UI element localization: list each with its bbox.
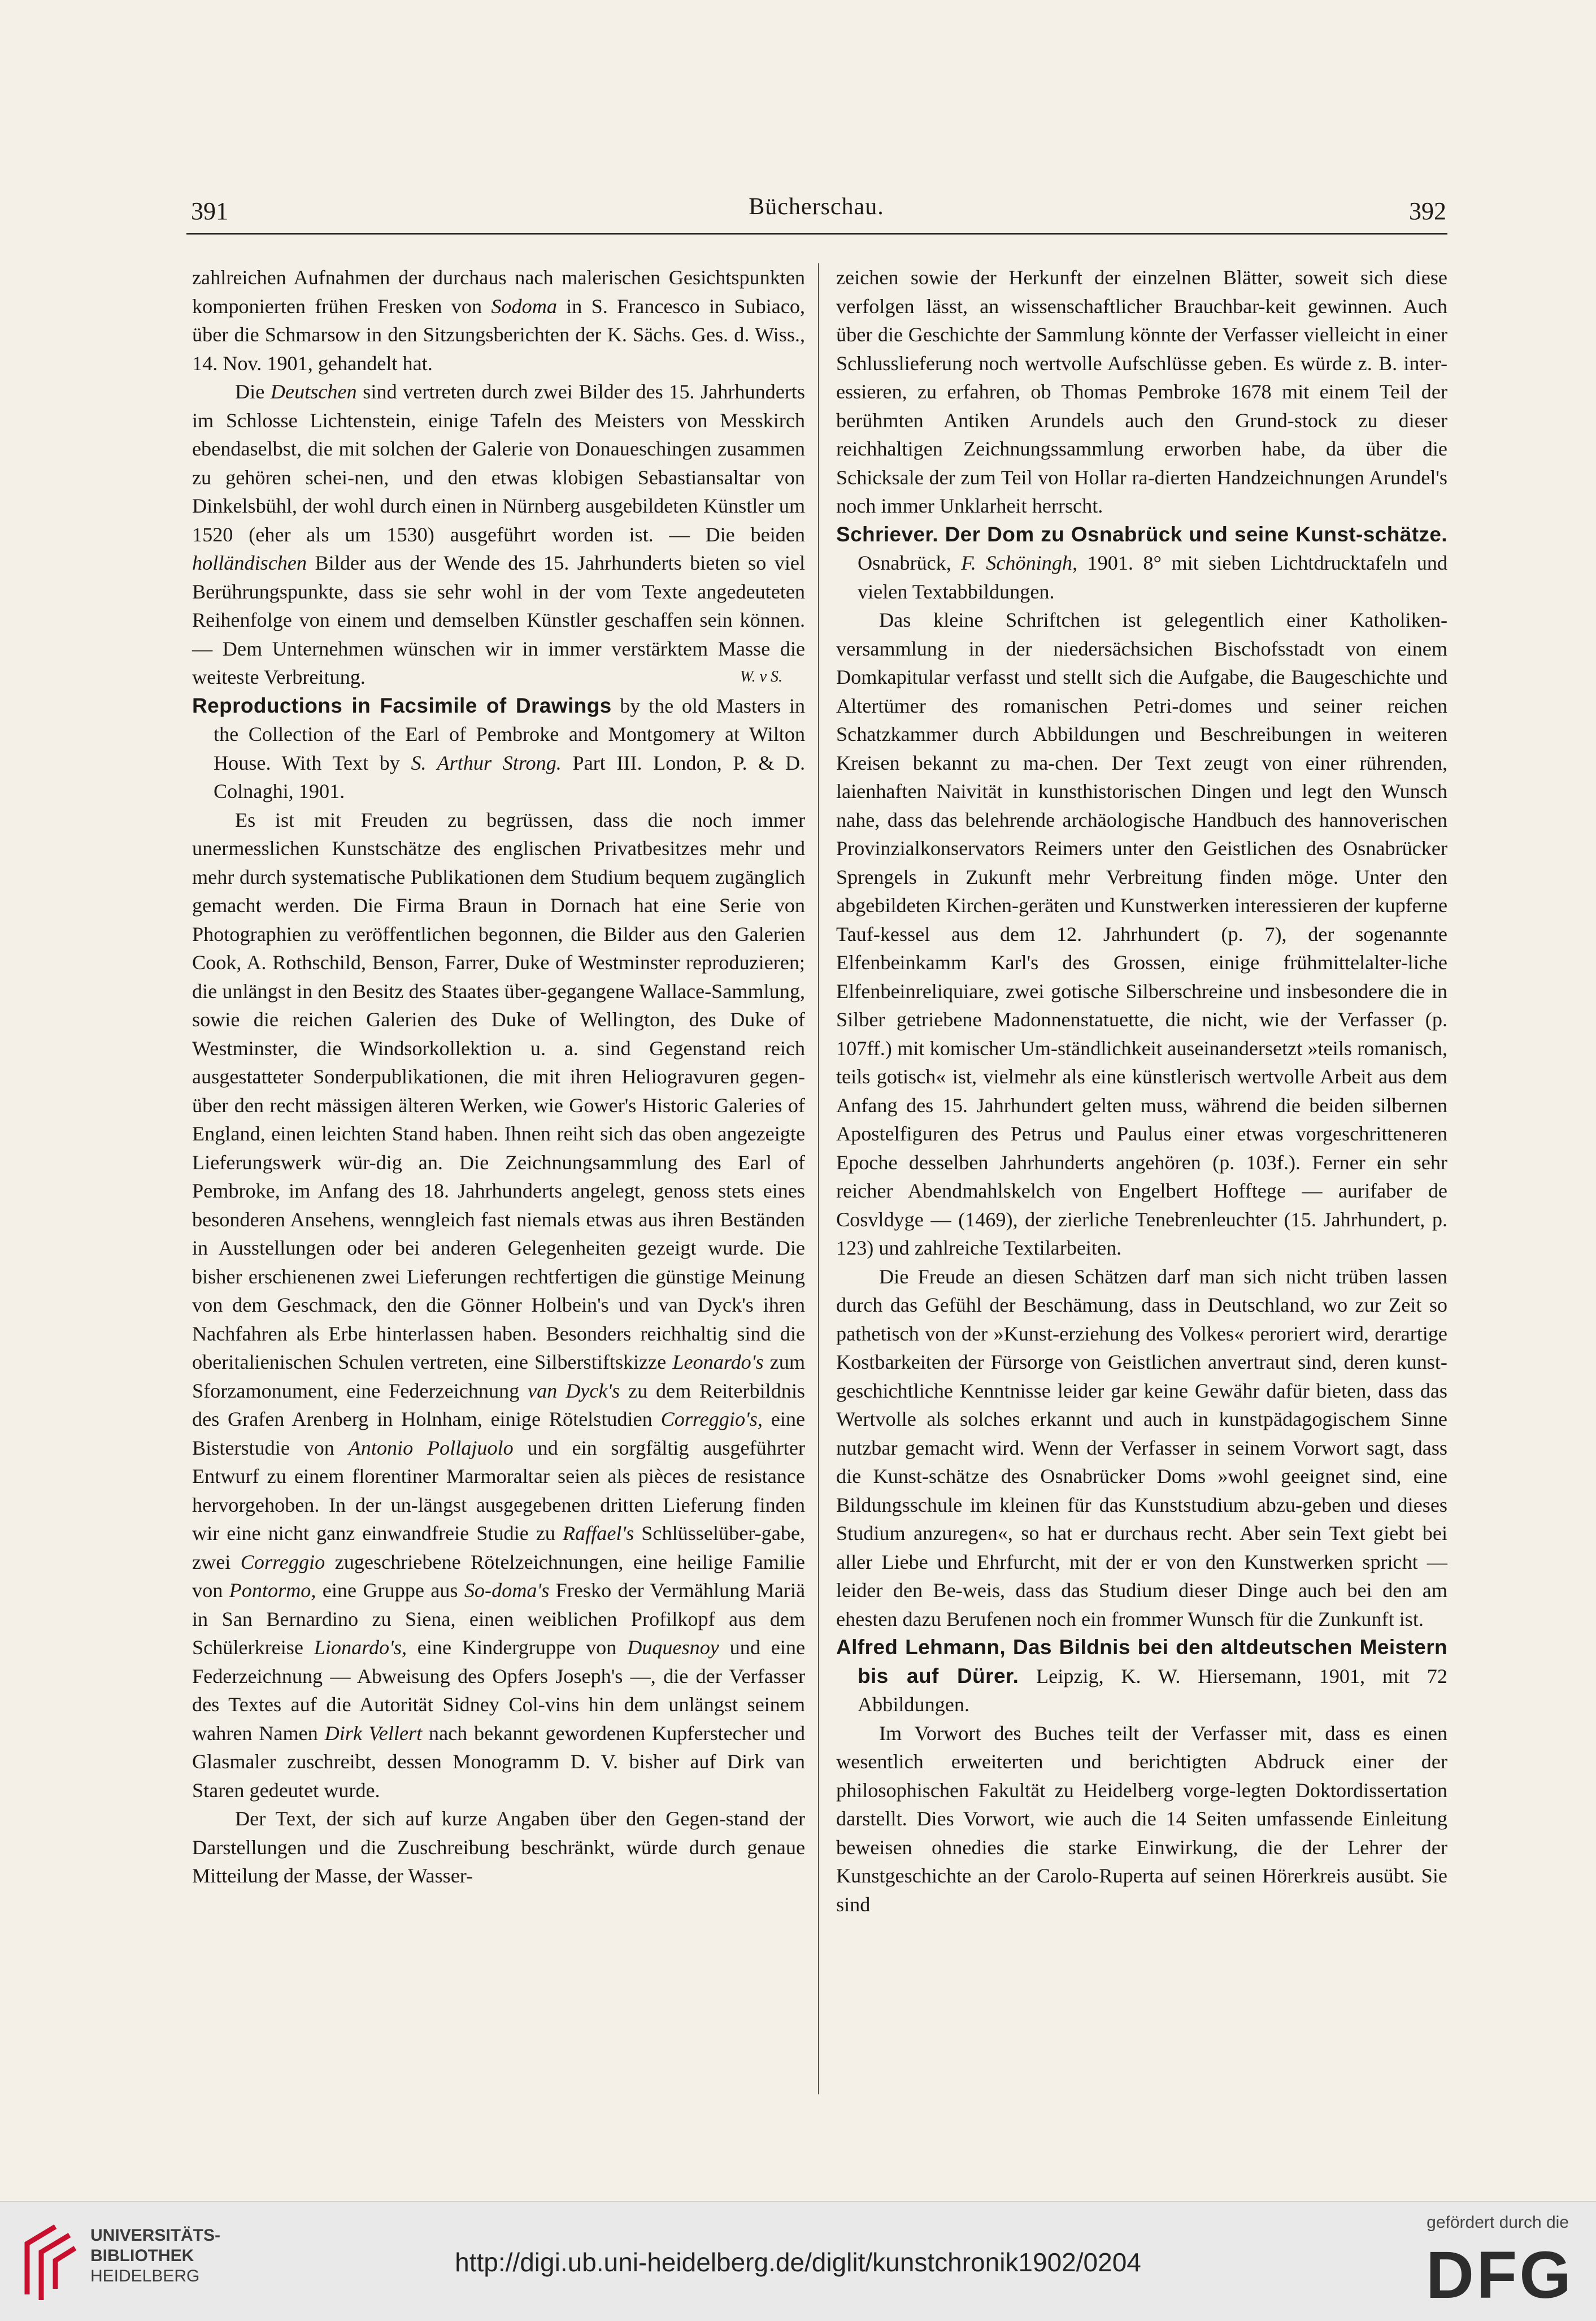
- header-rule: [186, 233, 1447, 235]
- dfg-logo: DFG: [1425, 2238, 1573, 2313]
- column-divider: [818, 263, 819, 2094]
- viewer-footer: [0, 2201, 1596, 2321]
- page-header: [186, 191, 1446, 231]
- funding-label: gefördert durch die: [1427, 2213, 1569, 2232]
- author-signature: W. v S.: [740, 668, 782, 686]
- paragraph: Die Freude an diesen Schätzen darf man sich nicht trüben lassen durch das Gefühl der Beschämung, dass in Deutschland, wo zur Zeit so pathetisch von der »Kunst-erziehung des Volkes« peroriert wird, derartige Kostbarkeiten der Fürsorge von Geistlichen anvertraut sind, deren kunst-geschichtliche Kenntnisse leider gar keine Gewähr dafür bieten, dass das Wertvolle als solches erkannt und auch in kunstpädagogischem Sinne nutzbar gemacht wird. Wenn der Verfasser in seinem Vorwort sagt, dass die Kunst-schätze des Osnabrücker Doms »wohl geeignet sind, eine Bildungsschule im kleinen für das Kunststudium abzu-geben und dieses Studium anzuregen«, so hat er durchaus recht. Aber sein Text giebt bei aller Liebe und Ehrfurcht, mit der er von den Kunstwerken spricht — leider den Be-weis, dass das Studium dieser Dinge auch bei den am ehesten dazu Berufenen noch ein frommer Wunsch für die Zunkunft ist.: [836, 1265, 1447, 1630]
- paragraph: Es ist mit Freuden zu begrüssen, dass die noch immer unermesslichen Kunstschätze des englischen Privatbesitzes mehr und mehr durch systematische Publikationen dem Studium bequem zugänglich gemacht werden. Die Firma Braun in Dornach hat eine Serie von Photographien zu veröffentlichen begonnen, die Bilder aus den Galerien Cook, A. Rothschild, Benson, Farrer, Duke of Westminster reproduzieren; die unlängst in den Besitz des Staates über-gegangene Wallace-Sammlung, sowie die reichen Galerien des Duke of Wellington, des Duke of Westminster, die Windsorkollektion u. a. sind Gegenstand reich ausgestatteter Sonderpublikationen, die mit ihren Heliogravuren gegen-über den recht mässigen älteren Werken, wie Gower's Historic Galeries of England, einen leichten Stand haben. Ihnen reiht sich das oben angezeigte Lieferungswerk wür-dig an. Die Zeichnungsammlung des Earl of Pembroke, im Anfang des 18. Jahrhunderts angelegt, genoss stets eines besonderen Ansehens, wenngleich fast niemals etwas aus ihren Beständen in Ausstellungen oder bei anderen Gelegenheiten gezeigt wurde. Die bisher erschienenen zwei Lieferungen rechtfertigen die günstige Meinung von dem Geschmack, den die Gönner Holbein's und van Dyck's ihren Nachfahren als Erbe hinterlassen haben. Besonders reichhaltig sind die oberitalienischen Schulen vertreten, eine Silberstiftskizze Leonardo's zum Sforzamonument, eine Federzeichnung van Dyck's zu dem Reiterbildnis des Grafen Arenberg in Holnham, einige Rötelstudien Correggio's, eine Bisterstudie von Antonio Pollajuolo und ein sorgfältig ausgeführter Entwurf zu einem florentiner Marmoraltar seien als pièces de resistance hervorgehoben. In der un-längst ausgegebenen dritten Lieferung finden wir eine nicht ganz einwandfreie Studie zu Raffael's Schlüsselüber-gabe, zwei Correggio zugeschriebene Rötelzeichnungen, eine heilige Familie von Pontormo, eine Gruppe aus So-doma's Fresko der Vermählung Mariä in San Bernardino zu Siena, einen weiblichen Profilkopf aus dem Schülerkreise Lionardo's, eine Kindergruppe von Duquesnoy und eine Federzeichnung — Abweisung des Opfers Joseph's —, die der Verfasser des Textes auf die Autorität Sidney Col-vins hin dem unlängst seinem wahren Namen Dirk Vellert nach bekannt gewordenen Kupferstecher und Glasmaler zuschreibt, dessen Monogramm D. V. bisher auf Dirk van Staren gedeutet wurde.: [192, 808, 806, 1802]
- running-title: Bücherschau.: [749, 194, 884, 220]
- review-entry-heading: Alfred Lehmann, Das Bildnis bei den altdeutschen Meistern bis auf Dürer. Leipzig, K. W. Hiersemann, 1901, mit 72 Abbildungen.: [836, 1635, 1447, 1716]
- review-entry-heading: Schriever. Der Dom zu Osnabrück und seine Kunst-schätze. Osnabrück, F. Schöningh, 1901. 8° mit sieben Lichtdrucktafeln und vielen Textabbildungen.: [836, 522, 1447, 603]
- right-column: [836, 263, 1447, 1919]
- review-entry-heading: Reproductions in Facsimile of Drawings by the old Masters in the Collection of the Earl of Pembroke and Montgomery at Wilton House. With Text by S. Arthur Strong. Part III. London, P. & D. Colnaghi, 1901.: [192, 693, 805, 802]
- paragraph: zeichen sowie der Herkunft der einzelnen Blätter, soweit sich diese verfolgen lässt, an wissenschaftlicher Brauchbar-keit gewinnen. Auch über die Geschichte der Sammlung könnte der Verfasser vielleicht in einer Schlusslieferung noch wertvolle Aufschlüsse geben. Es würde z. B. inter-essieren, zu erfahren, ob Thomas Pembroke 1678 mit einem Teil der berühmten Antiken Arundels auch den Grund-stock zu dieser reichhaltigen Zeichnungssammlung erworben habe, da über die Schicksale der zum Teil von Hollar ra-dierten Handzeichnungen Arundel's noch immer Unklarheit herrscht.: [836, 266, 1447, 517]
- library-name: UNIVERSITÄTS- BIBLIOTHEK HEIDELBERG: [90, 2226, 221, 2285]
- paragraph: Die Deutschen sind vertreten durch zwei Bilder des 15. Jahrhunderts im Schlosse Lichtenstein, einige Tafeln des Meisters von Messkirch ebendaselbst, die mit solchen der Galerie von Donaueschingen zusammen zu gehören schei-nen, und den etwas klobigen Sebastiansaltar von Dinkelsbühl, der wohl durch einen in Nürnberg ausgebildeten Künstler um 1520 (eher als um 1530) ausgeführt worden ist. — Die beiden holländischen Bilder aus der Wende des 15. Jahrhunderts bieten so viel Berührungspunkte, dass sie sehr wohl in der vom Texte angedeuteten Reihenfolge von einem und demselben Künstler geschaffen sein können. — Dem Unternehmen wünschen wir in immer verstärktem Masse die weiteste Verbreitung. W. v S.: [192, 378, 805, 692]
- permalink-url[interactable]: http://digi.ub.uni-heidelberg.de/diglit/kunstchronik1902/0204: [455, 2248, 1141, 2277]
- page-number-left: 391: [191, 197, 228, 225]
- left-column: [192, 263, 805, 1890]
- paragraph: Im Vorwort des Buches teilt der Verfasser mit, dass es einen wesentlich erweiterten und berichtigten Abdruck einer der philosophischen Fakultät zu Heidelberg vorge-legten Doktordissertation darstellt. Dies Vorwort, wie auch die 14 Seiten umfassende Einleitung beweisen ohnedies die starke Einwirkung, die der Lehrer der Kunstgeschichte an der Carolo-Ruperta auf seinen Hörerkreis ausübt. Sie sind: [836, 1721, 1447, 1916]
- page-number-right: 392: [1409, 197, 1446, 225]
- paragraph: Der Text, der sich auf kurze Angaben über den Gegen-stand der Darstellungen und die Zuschreibung beschränkt, würde durch genaue Mitteilung der Masse, der Wasser-: [192, 1807, 805, 1887]
- paragraph: Das kleine Schriftchen ist gelegentlich einer Katholiken-versammlung in der niedersächsichen Bischofsstadt von einem Domkapitular verfasst und stellt sich die Aufgabe, die Baugeschichte und Altertümer des romanischen Petri-domes und seiner reichen Schatzkammer durch Abbildungen und Beschreibungen in weiteren Kreisen bekannt zu ma-chen. Der Text zeugt von einer rührenden, laienhaften Naivität in kunsthistorischen Dingen und legt den Wunsch nahe, dass das belehrende archäologische Handbuch des hannoverischen Provinzialkonservators Reimers unter den Geistlichen des Osnabrücker Sprengels in Zukunft mehr Verbreitung finden möge. Unter den abgebildeten Kirchen-geräten und Kunstwerken interessieren der kupferne Tauf-kessel aus dem 12. Jahrhundert (p. 7), der sogenannte Elfenbeinkamm Karl's des Grossen, einige frühmittelalter-liche Elfenbeinreliquiare, zwei gotische Silberschreine und insbesondere die in Silber getriebene Madonnenstatuette, die nicht, wie der Verfasser (p. 107ff.) mit komischer Um-ständlichkeit auseinandersetzt »teils romanisch, teils gotisch« ist, vielmehr als eine künstlerisch wertvolle Arbeit aus dem Anfang des 15. Jahrhundert gelten muss, während die beiden silbernen Apostelfiguren des Petrus und Paulus einer etwas vorgeschritteneren Epoche desselben Jahrhunderts angehören (p. 103f.). Ferner ein sehr reicher Abendmahlskelch von Engelbert Hofftege — aurifaber de Cosvldyge — (1469), der zierliche Tenebrenleuchter (15. Jahrhundert, p. 123) und zahlreiche Textilarbeiten.: [836, 609, 1447, 1259]
- paragraph: zahlreichen Aufnahmen der durchaus nach malerischen Gesichtspunkten komponierten frühen Fresken von Sodoma in S. Francesco in Subiaco, über die Schmarsow in den Sitzungsberichten der K. Sächs. Ges. d. Wiss., 14. Nov. 1901, gehandelt hat.: [192, 266, 805, 375]
